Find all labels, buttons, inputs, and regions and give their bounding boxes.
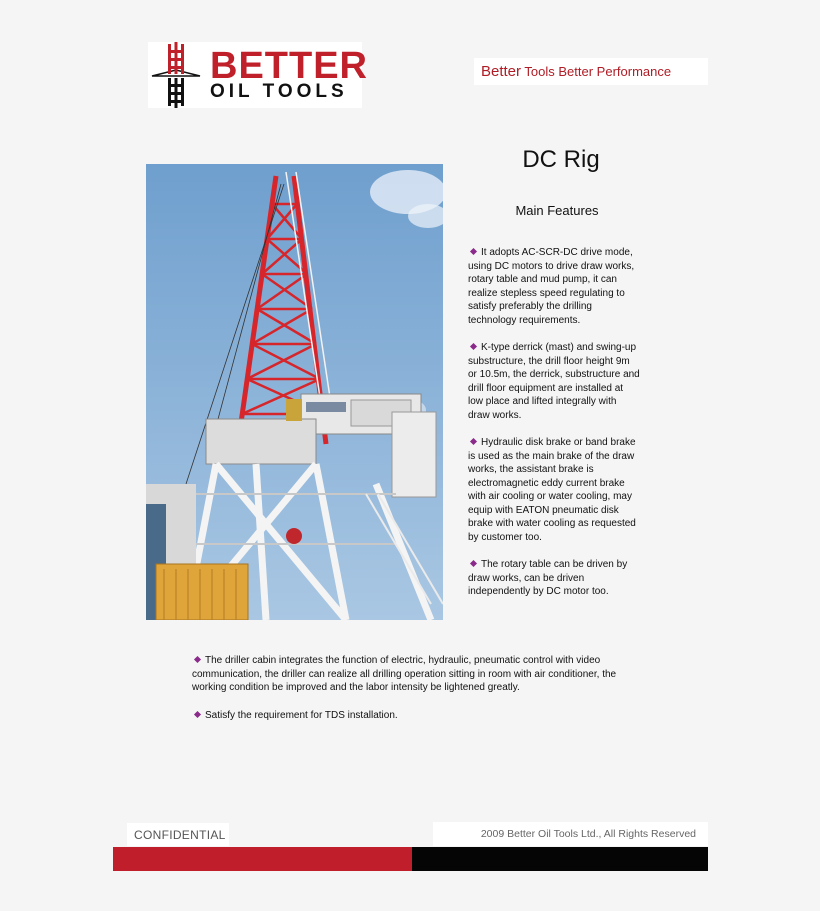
- tagline-box: [474, 58, 708, 85]
- bullet-icon: [194, 710, 201, 717]
- company-logo: [148, 42, 368, 108]
- section-subtitle: Main Features: [515, 203, 599, 218]
- lower-feature-list: [192, 654, 642, 736]
- tagline-first-word: Better: [481, 63, 522, 80]
- copyright-box: [433, 822, 708, 846]
- footer-bar-red: [113, 847, 412, 871]
- feature-text: It adopts AC-SCR-DC drive mode, using DC motors to drive draw works, rotary table and mud pump, it can realize stepless speed regulating to satisfy preferably the drilling technology requirements.: [468, 247, 635, 326]
- bullet-icon: [470, 343, 477, 350]
- feature-item: [468, 246, 640, 327]
- feature-text: The driller cabin integrates the function of electric, hydraulic, pneumatic control with video communication, the driller can realize all drilling operation sitting in room with air conditioner, the working condition be improved and the labor intensity be lightened greatly.: [192, 655, 617, 693]
- logo-word-oil-tools: OIL TOOLS: [210, 81, 348, 102]
- logo-word-better: BETTER: [210, 45, 368, 87]
- derrick-logo-icon: [150, 42, 202, 108]
- feature-item: [468, 341, 640, 422]
- bullet-icon: [470, 438, 477, 445]
- bullet-icon: [194, 656, 201, 663]
- feature-text: Satisfy the requirement for TDS installation.: [205, 709, 398, 721]
- dc-rig-photo: [146, 164, 443, 620]
- feature-text: Hydraulic disk brake or band brake is used as the main brake of the draw works, the assistant brake is electromagnetic eddy current brake with air cooling or water cooling, may equip with EATON pneumatic disk brake with water cooling as requested by customer too.: [468, 437, 636, 543]
- copyright-text: 2009 Better Oil Tools Ltd., All Rights Reserved: [480, 828, 696, 840]
- tagline-rest: Tools Better Performance: [524, 64, 672, 79]
- confidential-label: CONFIDENTIAL: [134, 828, 226, 842]
- footer-bar-black: [412, 847, 708, 871]
- tagline: [481, 63, 671, 80]
- feature-item: [192, 709, 642, 723]
- page-title: DC Rig: [522, 146, 600, 173]
- confidential-box: [127, 823, 229, 846]
- feature-item: [192, 654, 642, 695]
- feature-list: [468, 246, 640, 613]
- feature-item: [468, 436, 640, 544]
- bullet-icon: [470, 560, 477, 567]
- feature-text: The rotary table can be driven by draw works, can be driven independently by DC motor too.: [468, 559, 628, 597]
- feature-text: K-type derrick (mast) and swing-up substructure, the drill floor height 9m or 10.5m, the derrick, substructure and drill floor equipment are installed at low place and lifted integrally with draw works.: [468, 342, 640, 421]
- bullet-icon: [470, 248, 477, 255]
- feature-item: [468, 558, 640, 599]
- rig-illustration: [146, 164, 443, 620]
